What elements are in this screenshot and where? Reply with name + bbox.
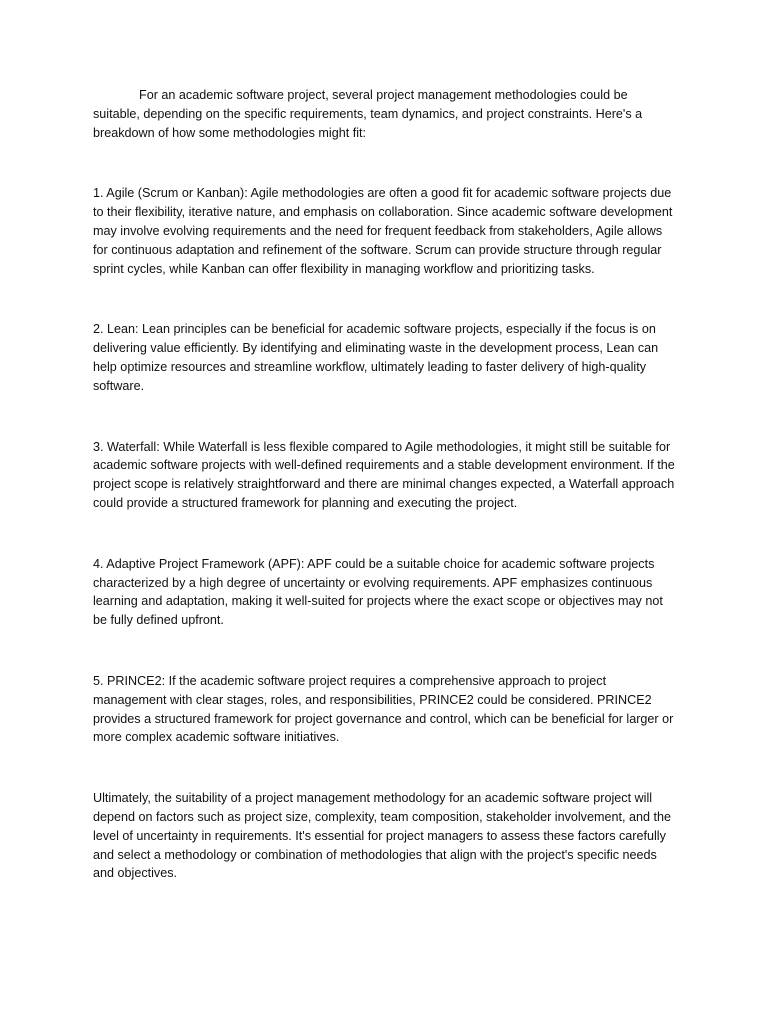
lean-paragraph: 2. Lean: Lean principles can be beneficial for academic software projects, especially if the focus is on delivering value efficiently. By identifying and eliminating waste in the development process, Lean can help optimize resources and streamline workflow, ultimately leading to faster delivery of high-quality software. xyxy=(93,322,659,393)
document-page xyxy=(93,86,675,883)
intro-paragraph: For an academic software project, several project management methodologies could be suitable, depending on the specific requirements, team dynamics, and project constraints. Here's a breakdown of how some methodologies might fit: xyxy=(93,88,643,140)
conclusion-paragraph: Ultimately, the suitability of a project management methodology for an academic software project will depend on factors such as project size, complexity, team composition, stakeholder involvement, and the level of uncertainty in requirements. It's essential for project managers to assess these factors carefully and select a methodology or combination of methodologies that align with the project's specific needs and objectives. xyxy=(93,791,671,881)
waterfall-paragraph: 3. Waterfall: While Waterfall is less flexible compared to Agile methodologies, it might still be suitable for academic software projects with well-defined requirements and a stable development environment. If the project scope is relatively straightforward and there are minimal changes expected, a Waterfall approach could provide a structured framework for planning and executing the project. xyxy=(93,439,675,510)
agile-paragraph: 1. Agile (Scrum or Kanban): Agile methodologies are often a good fit for academic software projects due to their flexibility, iterative nature, and emphasis on collaboration. Since academic software development may involve evolving requirements and the need for frequent feedback from stakeholders, Agile allows for continuous adaptation and refinement of the software. Scrum can provide structure through regular sprint cycles, while Kanban can offer flexibility in managing workflow and prioritizing tasks. xyxy=(93,186,673,276)
apf-paragraph: 4. Adaptive Project Framework (APF): APF could be a suitable choice for academic software projects characterized by a high degree of uncertainty or evolving requirements. APF emphasizes continuous learning and adaptation, making it well-suited for projects where the exact scope or objectives may not be fully defined upfront. xyxy=(93,556,663,628)
prince2-paragraph: 5. PRINCE2: If the academic software project requires a comprehensive approach to project management with clear stages, roles, and responsibilities, PRINCE2 could be considered. PRINCE2 provides a structured framework for project governance and control, which can be beneficial for larger or more complex academic software initiatives. xyxy=(93,673,674,745)
